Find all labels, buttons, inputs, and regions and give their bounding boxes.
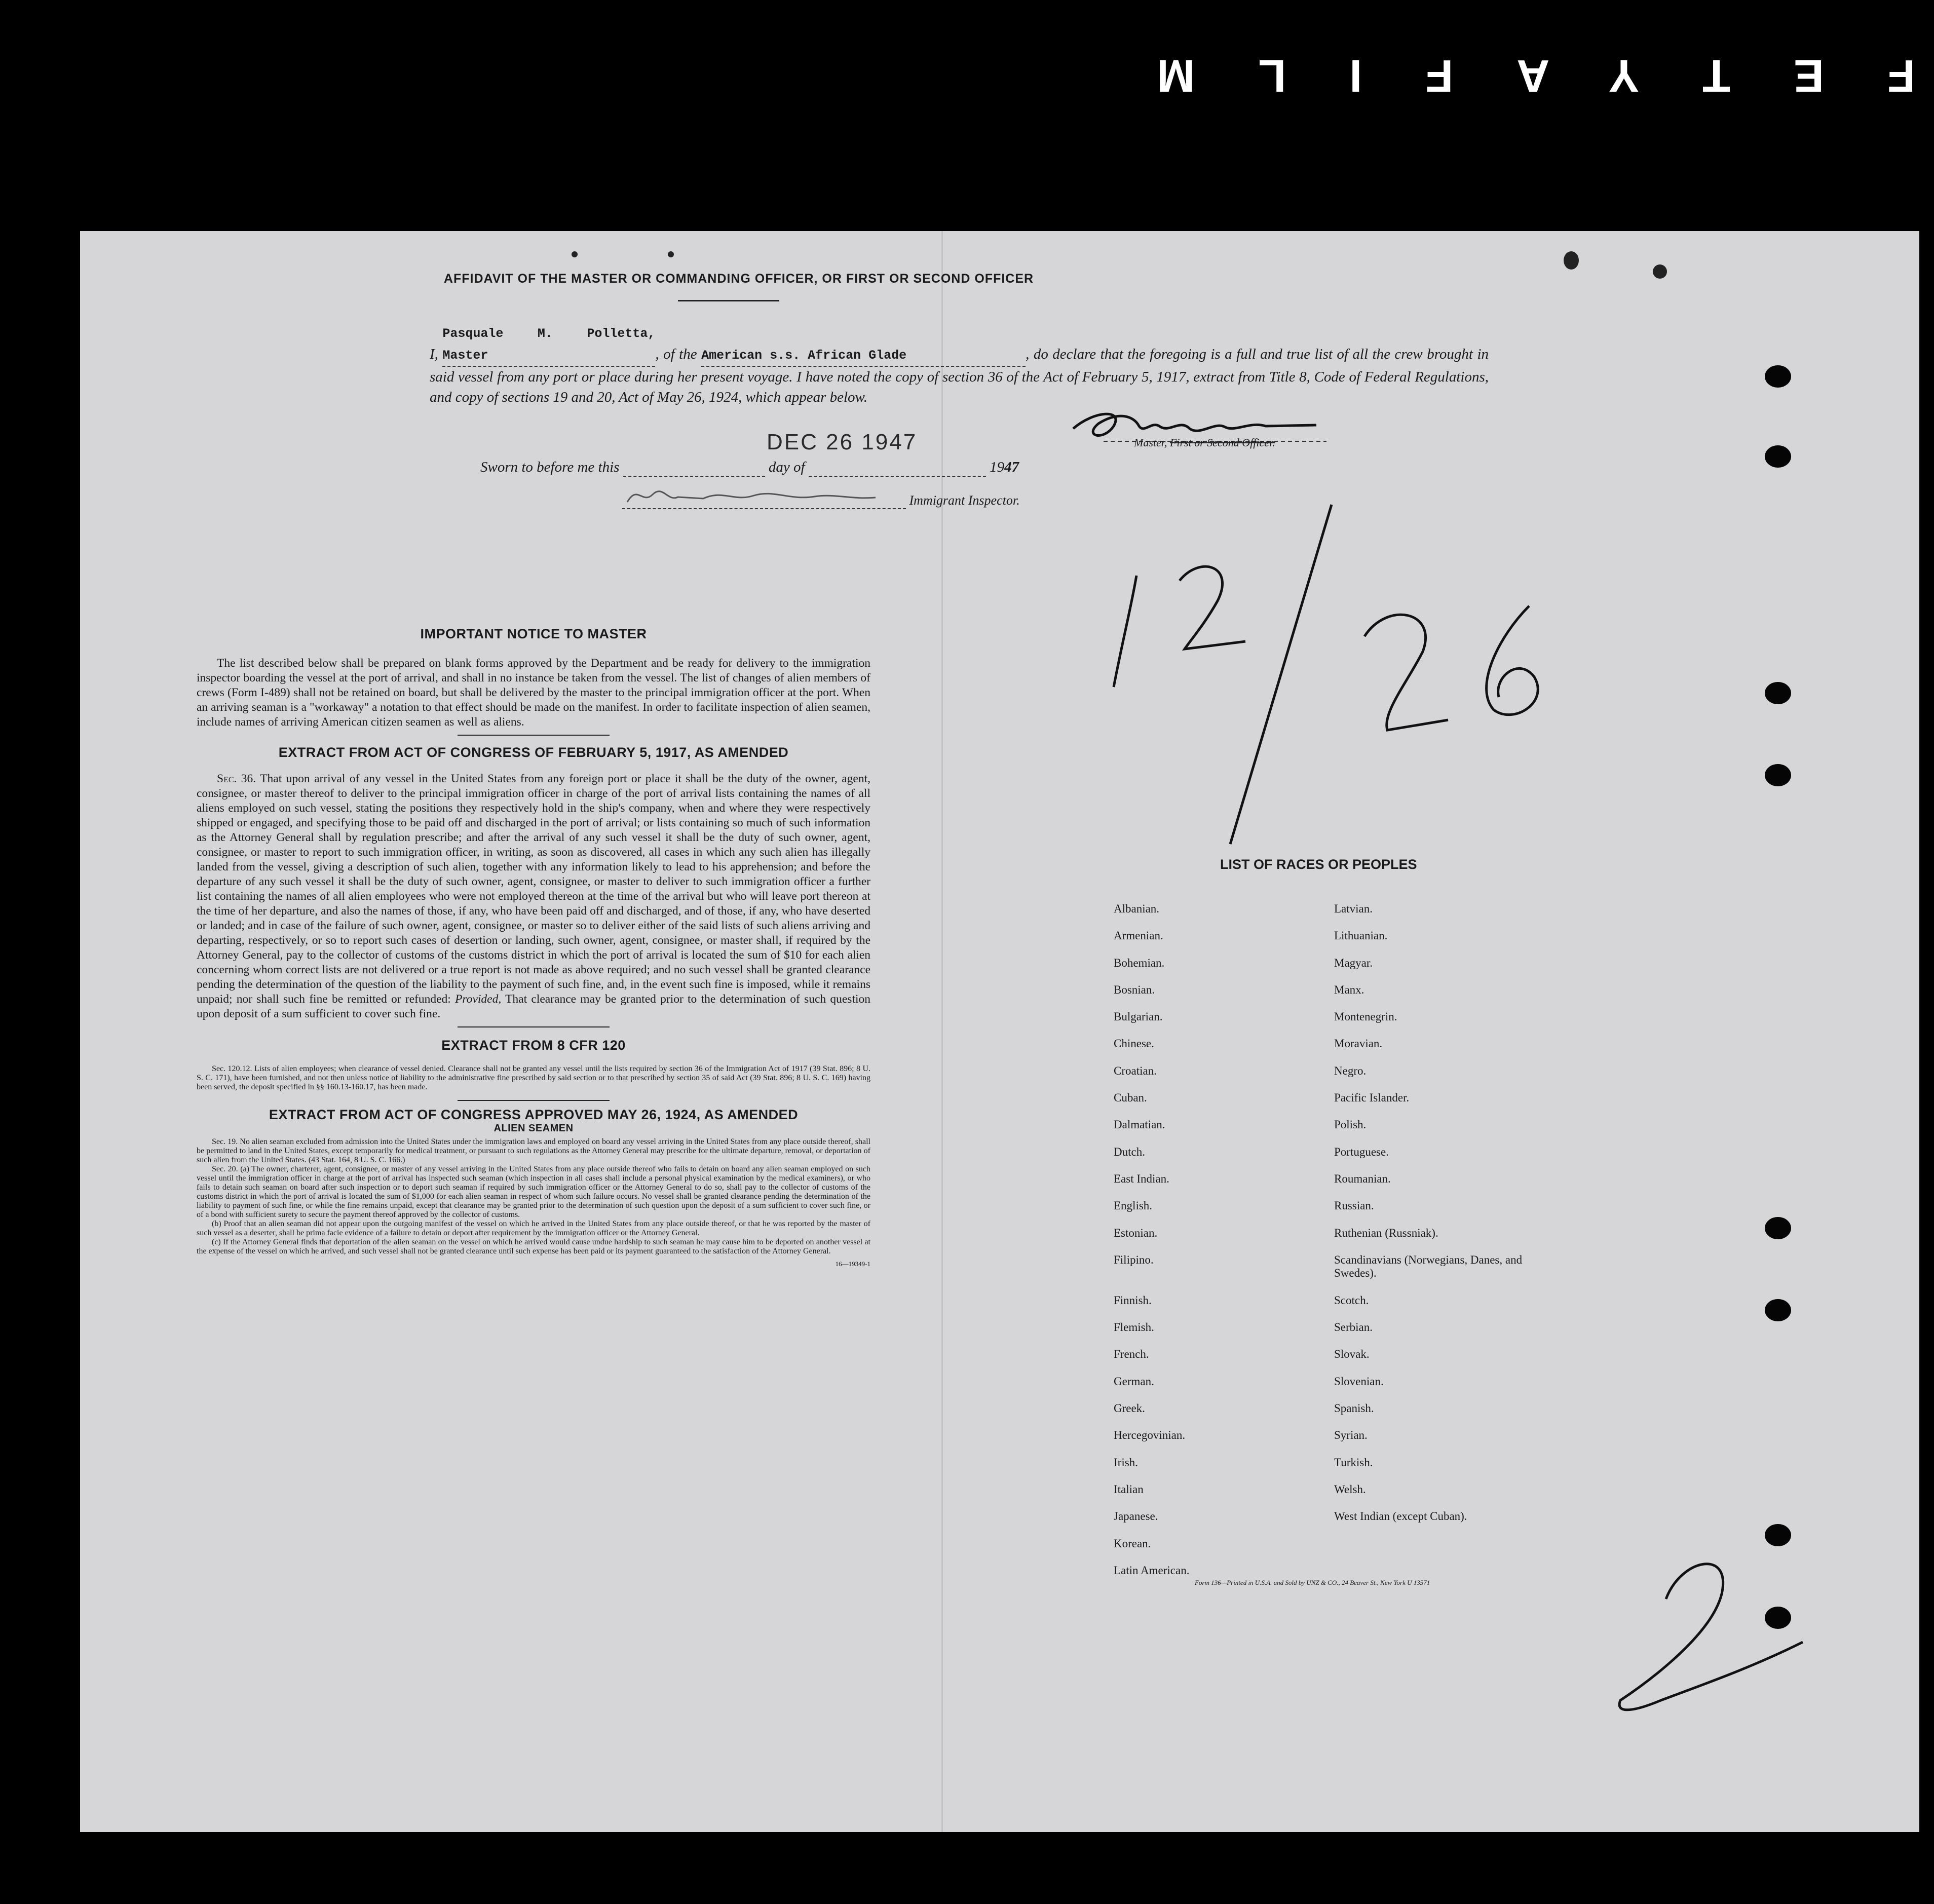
notice-text: The list described below shall be prepared on blank forms approved by the Department and be ready for delivery to the immigration inspector boarding the vessel at the port of arrival, and shall in no instance be taken from the vessel. The list of changes of alien members of crews (Form I-489) shall not be retained on board, but shall be delivered by the master to the principal immigration officer at the port. When an arriving seaman is a "workaway" a notation to that effect should be made on the manifest. In order to facilitate inspection of alien seamen, include names of arriving American citizen seamen as well as aliens. bbox=[197, 657, 870, 729]
extract-1917-text bbox=[197, 772, 870, 1021]
section-rule bbox=[458, 735, 610, 736]
sec20a-text: Sec. 20. (a) The owner, charterer, agent, consignee, or master of any vessel arriving in the United States from any place outside thereof who fails to detain on board any alien seaman employed on such vessel until the immigration officer in charge at the port of arrival has inspected such seaman (which inspection in all cases shall include a personal physical examination by the medical examiners), or who fails to detain such seaman on board after such inspection or to deport such seaman if required by such immigration officer or the Attorney General to do so, shall pay to the collector of customs of the customs district in which the port of arrival is located the sum of $1,000 for each alien seaman in respect of whom such failure occurs. No vessel shall be granted clearance pending the determination of the liability to payment of such fine, or while the fine remains unpaid, except that clearance may be granted prior to the determination of such question upon the deposit of a sum sufficient to cover such fine, or of a bond with sufficient surety to secure the payment thereof approved by the collector of customs. bbox=[197, 1165, 870, 1219]
race-item: Finnish. bbox=[1114, 1293, 1152, 1307]
binder-hole bbox=[1765, 365, 1791, 388]
race-item: Filipino. bbox=[1114, 1253, 1154, 1266]
race-item: Hercegovinian. bbox=[1114, 1429, 1186, 1442]
form-footer: Form 136—Printed in U.S.A. and Sold by UNZ & CO., 24 Beaver St., New York U 13571 bbox=[1195, 1579, 1430, 1586]
race-item: Scandinavians (Norwegians, Danes, and Swedes). bbox=[1334, 1253, 1523, 1279]
ink-speck bbox=[1653, 264, 1667, 279]
declaration-body: that the foregoing is a full and true list of all the crew brought in said vessel from any port or place during her present voyage. I have noted the copy of section 36 of the Act of February 5, 1917, extract from Title 8, Code of Federal Regulations, and copy of sections 19 and 20, Act of May 26, 1924, which appear below. bbox=[430, 346, 1489, 405]
sec36-body: That upon arrival of any vessel in the United States from any foreign port or place it shall be the duty of the owner, agent, consignee, or master thereof to deliver to the principal immigration officer in charge of the port of arrival lists containing the names of all aliens employed on such vessel, stating the positions they respectively hold in the ship's company, when and where they were respectively shipped or engaged, and specifying those to be paid off and discharged in the port of arrival; or lists containing so much of such information as the Attorney General shall by regulation prescribe; and after the arrival of any such vessel it shall be the duty of such owner, agent, consignee, or master to report to such immigration officer, in writing, as soon as discovered, all cases in which any such alien has illegally landed from the vessel, giving a description of such alien, together with any information likely to lead to his apprehension; and before the departure of any such vessel it shall be the duty of such owner, agent, consignee, or master to deliver to such immigration officer a further list containing the names of all alien employees who were not employed thereon at the time of the arrival but who will leave port thereon at the time of her departure, and also the names of those, if any, who have been paid off and discharged, and of those, if any, who have deserted or landed; and in case of the failure of such owner, agent, consignee, or master so to deliver either of the said lists of such aliens arriving and departing, respectively, or so to report such cases of desertion or landing, such owner, agent, consignee, or master shall, if required by the Attorney General, pay to the collector of customs of the customs district in which the port of arrival is located the sum of $10 for each alien concerning whom correct lists are not delivered or a true report is not made as above required; and no such vessel shall be granted clearance pending the determination of the question of the liability to the payment of such fine, and, in the event such fine is imposed, while it remains unpaid; nor shall such fine be remitted or refunded: bbox=[197, 772, 870, 1006]
race-item: Armenian. bbox=[1114, 929, 1163, 942]
sworn-month-blank bbox=[809, 459, 986, 477]
race-item: Croatian. bbox=[1114, 1064, 1157, 1077]
race-item: Polish. bbox=[1334, 1118, 1367, 1131]
declaration-do-declare: , do declare bbox=[1026, 346, 1096, 362]
legal-text-column bbox=[197, 626, 870, 1268]
race-item: Magyar. bbox=[1334, 956, 1373, 969]
race-item: Russian. bbox=[1334, 1199, 1374, 1212]
signature-label-struck: First or Second Officer. bbox=[1169, 436, 1275, 449]
extract-1924-title: EXTRACT FROM ACT OF CONGRESS APPROVED MAY 26, 1924, AS AMENDED bbox=[269, 1107, 799, 1122]
extract-cfr-title: EXTRACT FROM 8 CFR 120 bbox=[441, 1038, 626, 1053]
signature-label-master: Master, bbox=[1134, 436, 1167, 449]
race-item: Irish. bbox=[1114, 1456, 1138, 1469]
race-item: Slovenian. bbox=[1334, 1375, 1384, 1388]
race-item: Serbian. bbox=[1334, 1321, 1373, 1334]
extract-1924-subtitle: ALIEN SEAMEN bbox=[494, 1123, 574, 1134]
races-list bbox=[1114, 902, 1529, 1591]
section-rule bbox=[458, 1026, 610, 1027]
ink-speck bbox=[1564, 251, 1579, 270]
race-item: Pacific Islander. bbox=[1334, 1091, 1410, 1105]
race-item: Cuban. bbox=[1114, 1091, 1147, 1105]
race-item: Korean. bbox=[1114, 1537, 1151, 1550]
proviso-text: That clearance may be granted prior to the determination of such question upon deposit of a sum sufficient to cover such fine. bbox=[197, 993, 871, 1020]
race-item: Albanian. bbox=[1114, 902, 1160, 915]
sworn-year: 47 bbox=[1004, 459, 1019, 475]
race-item: Negro. bbox=[1334, 1064, 1367, 1077]
race-item: Latin American. bbox=[1114, 1564, 1190, 1577]
sworn-prefix: Sworn to before me this bbox=[480, 459, 620, 475]
race-item: Montenegrin. bbox=[1334, 1010, 1397, 1023]
race-item: Dutch. bbox=[1114, 1145, 1145, 1158]
race-item: Lithuanian. bbox=[1334, 929, 1388, 942]
inspector-signature bbox=[622, 484, 886, 505]
sec20c-text: (c) If the Attorney General finds that deportation of the alien seaman on the vessel on which he arrived would cause undue hardship to such seaman he may cause him to be deported on another vessel at the expense of the vessel on which he arrived, and such vessel shall not be granted clearance until such expense has been paid or its payment guaranteed to the satisfaction of the Attorney General. bbox=[197, 1238, 870, 1255]
race-item: Roumanian. bbox=[1334, 1172, 1391, 1185]
race-item: Greek. bbox=[1114, 1402, 1145, 1415]
race-item: Welsh. bbox=[1334, 1482, 1366, 1496]
proviso-word: Provided, bbox=[455, 993, 502, 1006]
binder-hole bbox=[1765, 445, 1791, 468]
title-rule bbox=[678, 300, 779, 301]
races-title: LIST OF RACES OR PEOPLES bbox=[1220, 857, 1417, 872]
race-item: Turkish. bbox=[1334, 1456, 1373, 1469]
declaration-of-the: , of the bbox=[655, 346, 697, 362]
master-name: Pasquale M. Polletta, Master bbox=[442, 326, 656, 363]
race-item: Bohemian. bbox=[1114, 956, 1165, 969]
race-item: Ruthenian (Russniak). bbox=[1334, 1226, 1438, 1239]
date-stamp: DEC 26 1947 bbox=[767, 430, 918, 454]
vessel-field bbox=[701, 344, 1026, 367]
sec36-label: Sec. 36. bbox=[217, 772, 256, 785]
race-item: Syrian. bbox=[1334, 1429, 1368, 1442]
binder-hole bbox=[1765, 764, 1791, 786]
race-item: West Indian (except Cuban). bbox=[1334, 1510, 1467, 1523]
ink-speck bbox=[668, 251, 674, 257]
sec19-text: Sec. 19. No alien seaman excluded from admission into the United States under the immigration laws and employed on board any vessel arriving in the United States from any place outside thereof, shall be permitted to land in the United States, except temporarily for medical treatment, or pursuant to such regulations as the Attorney General may prescribe for the ultimate departure, removal, or deportation of such alien from the United States. (43 Stat. 164, 8 U. S. C. 166.) bbox=[197, 1137, 870, 1164]
film-strip-label: FETYAFILM bbox=[1093, 50, 1915, 101]
ink-speck bbox=[572, 251, 578, 257]
race-item: Flemish. bbox=[1114, 1321, 1154, 1334]
binder-hole bbox=[1765, 1217, 1791, 1239]
declaration-i: I, bbox=[430, 346, 438, 362]
race-item: Bulgarian. bbox=[1114, 1010, 1163, 1023]
inspector-label: Immigrant Inspector. bbox=[909, 493, 1020, 508]
race-item: Moravian. bbox=[1334, 1037, 1383, 1050]
sworn-day-blank bbox=[623, 459, 765, 477]
race-item: Dalmatian. bbox=[1114, 1118, 1165, 1131]
race-item: German. bbox=[1114, 1375, 1154, 1388]
sworn-year-prefix: 19 bbox=[990, 459, 1005, 475]
inspector-signature-blank bbox=[622, 484, 906, 509]
binder-hole bbox=[1765, 1299, 1791, 1321]
handwritten-page-number bbox=[1499, 1538, 1813, 1731]
extract-1917-title: EXTRACT FROM ACT OF CONGRESS OF FEBRUARY 5, 1917, AS AMENDED bbox=[278, 745, 789, 760]
race-item: Manx. bbox=[1334, 983, 1364, 996]
sec20b-text: (b) Proof that an alien seaman did not appear upon the outgoing manifest of the vessel on which he arrived in the United States from any place outside thereof, or that he was reported by the master of such vessel as a deserter, shall be prima facie evidence of a failure to detain or deport after requirement by the immigration officer or the Attorney General. bbox=[197, 1220, 870, 1237]
race-item: Scotch. bbox=[1334, 1293, 1369, 1307]
race-item: English. bbox=[1114, 1199, 1153, 1212]
sworn-line bbox=[480, 459, 1019, 477]
manifest-sheet bbox=[80, 231, 1919, 1832]
signature-label bbox=[1134, 436, 1275, 449]
form-number: 16—19349-1 bbox=[835, 1260, 870, 1268]
race-item: Italian bbox=[1114, 1482, 1144, 1496]
master-name-field bbox=[442, 322, 655, 367]
section-rule bbox=[458, 1100, 610, 1101]
race-item: French. bbox=[1114, 1348, 1149, 1361]
binder-hole bbox=[1765, 682, 1791, 704]
race-item: Chinese. bbox=[1114, 1037, 1154, 1050]
race-item: Bosnian. bbox=[1114, 983, 1155, 996]
race-item: Slovak. bbox=[1334, 1348, 1370, 1361]
race-item: Japanese. bbox=[1114, 1510, 1158, 1523]
declaration-text bbox=[430, 322, 1489, 407]
race-item: East Indian. bbox=[1114, 1172, 1169, 1185]
race-item: Latvian. bbox=[1334, 902, 1373, 915]
extract-cfr-text: Sec. 120.12. Lists of alien employees; when clearance of vessel denied. Clearance shall not be granted any vessel until the lists required by section 36 of the Immigration Act of 1917 (39 Stat. 896; 8 U. S. C. 171), have been furnished, and not then unless notice of liability to the administrative fine prescribed by said section or to that prescribed by section 35 of said Act (39 Stat. 896; 8 U. S. C. 169) having been served, the deposit specified in §§ 160.13-160.17, has been made. bbox=[197, 1064, 870, 1091]
handwritten-date bbox=[1083, 494, 1722, 910]
race-item: Portuguese. bbox=[1334, 1145, 1389, 1158]
affidavit-title: AFFIDAVIT OF THE MASTER OR COMMANDING OFFICER, OR FIRST OR SECOND OFFICER bbox=[443, 272, 1034, 286]
notice-title: IMPORTANT NOTICE TO MASTER bbox=[420, 626, 647, 641]
sworn-day-of: day of bbox=[768, 459, 805, 475]
inspector-line bbox=[622, 484, 1020, 509]
vessel-name: American s.s. African Glade bbox=[701, 348, 907, 363]
race-item: Estonian. bbox=[1114, 1226, 1158, 1239]
race-item: Spanish. bbox=[1334, 1402, 1374, 1415]
